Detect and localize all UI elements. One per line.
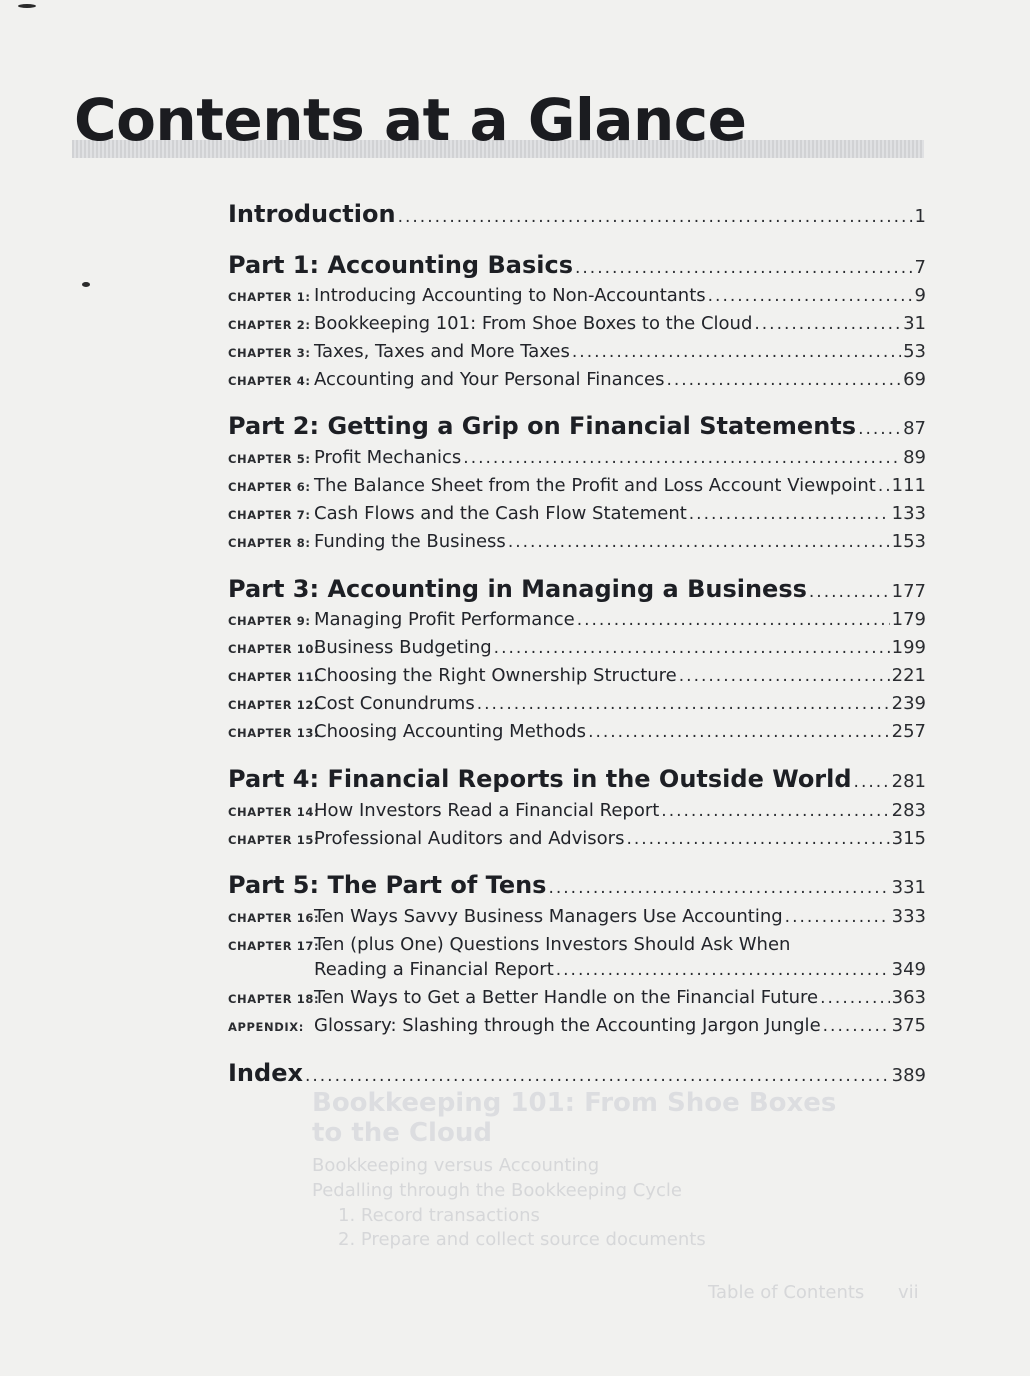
toc-chapter-entry [228,447,926,468]
chapter-label: CHAPTER 15: [228,833,320,847]
show-through-heading: Bookkeeping 101: From Shoe Boxes [312,1088,837,1118]
show-through-footer: Table of Contents [708,1282,865,1303]
page-number: 9 [914,285,926,306]
chapter-label: CHAPTER 11: [228,670,320,684]
page-number: 1 [914,206,926,227]
chapter-title: Business Budgeting [314,637,492,658]
page-number: 375 [891,1015,926,1036]
dot-leader [661,801,889,821]
part-title: Introduction [228,200,396,228]
chapter-label: CHAPTER 7: [228,508,311,522]
chapter-label: CHAPTER 4: [228,374,311,388]
dot-leader [666,370,901,390]
dot-leader [689,504,890,524]
dot-leader [878,476,890,496]
show-through-line: 1. Record transactions [338,1205,540,1226]
toc-chapter-continuation [228,959,926,980]
toc-chapter-entry [228,503,926,524]
chapter-title: Choosing Accounting Methods [314,721,587,742]
chapter-title: Choosing the Right Ownership Structure [314,665,677,686]
part-title: Index [228,1059,303,1087]
dot-leader [785,907,890,927]
chapter-title: Accounting and Your Personal Finances [314,369,665,390]
toc-chapter-entry [228,1015,926,1036]
chapter-title: Taxes, Taxes and More Taxes [314,341,570,362]
chapter-title: Professional Auditors and Advisors [314,828,625,849]
page-number: 331 [891,877,926,898]
chapter-label: CHAPTER 2: [228,318,311,332]
toc-chapter-entry [228,934,926,955]
toc-chapter-entry [228,665,926,686]
dot-leader [626,829,889,849]
dot-leader [575,258,913,278]
page-number: 389 [891,1065,926,1086]
dot-leader [494,638,890,658]
chapter-title: Funding the Business [314,531,506,552]
page-number: 31 [903,313,926,334]
part-title: Part 1: Accounting Basics [228,251,573,279]
part-title: Part 2: Getting a Grip on Financial Statements [228,412,857,440]
chapter-label: CHAPTER 9: [228,614,311,628]
toc-chapter-entry [228,369,926,390]
toc-chapter-entry [228,531,926,552]
toc-chapter-entry [228,475,926,496]
page-number: 53 [903,341,926,362]
chapter-title: Cash Flows and the Cash Flow Statement [314,503,687,524]
page-number: 333 [891,906,926,927]
dot-leader [854,772,890,792]
toc-chapter-entry [228,609,926,630]
chapter-title: How Investors Read a Financial Report [314,800,660,821]
page-number: 221 [891,665,926,686]
page-number: 179 [891,609,926,630]
chapter-label: CHAPTER 14: [228,805,320,819]
chapter-title: Ten Ways to Get a Better Handle on the Financial Future [314,987,819,1008]
chapter-label: CHAPTER 16: [228,911,320,925]
page-number: 69 [903,369,926,390]
chapter-title: The Balance Sheet from the Profit and Loss Account Viewpoint [314,475,876,496]
toc-chapter-entry [228,987,926,1008]
page-number: 111 [891,475,926,496]
toc-chapter-entry [228,693,926,714]
chapter-label: CHAPTER 12: [228,698,320,712]
toc-part-entry [228,251,926,279]
page-number: 177 [891,581,926,602]
toc-chapter-entry [228,285,926,306]
chapter-label: CHAPTER 8: [228,536,311,550]
page-number: 349 [891,959,926,980]
dot-leader [556,960,890,980]
dot-leader [588,722,890,742]
chapter-label: CHAPTER 1: [228,290,311,304]
dot-leader [508,532,890,552]
show-through-line: 2. Prepare and collect source documents [338,1229,706,1250]
chapter-title: Profit Mechanics [314,447,462,468]
page-number: 153 [891,531,926,552]
chapter-title: Introducing Accounting to Non-Accountants [314,285,706,306]
chapter-title-continuation: Reading a Financial Report [314,959,554,980]
chapter-label: CHAPTER 3: [228,346,311,360]
chapter-label: CHAPTER 18: [228,992,320,1006]
chapter-title: Managing Profit Performance [314,609,575,630]
page-number: 199 [891,637,926,658]
page-number: 89 [903,447,926,468]
dot-leader [548,878,889,898]
ink-mark [82,282,90,287]
toc-chapter-entry [228,637,926,658]
page-number: 283 [891,800,926,821]
page-number: 7 [914,257,926,278]
chapter-title: Ten (plus One) Questions Investors Should Ask When [314,934,791,955]
page-number: 87 [903,418,926,439]
toc-part-entry [228,871,926,899]
part-title: Part 3: Accounting in Managing a Business [228,575,807,603]
chapter-label: CHAPTER 13: [228,726,320,740]
chapter-label: APPENDIX: [228,1020,304,1034]
show-through-footer-page: vii [898,1282,919,1303]
toc-chapter-entry [228,341,926,362]
show-through-line: Pedalling through the Bookkeeping Cycle [312,1180,682,1201]
page-number: 363 [891,987,926,1008]
chapter-title: Cost Conundrums [314,693,475,714]
page-title: Contents at a Glance [74,86,747,154]
ink-mark [18,4,36,8]
dot-leader [858,419,901,439]
dot-leader [398,207,913,227]
dot-leader [305,1066,890,1086]
toc-part-entry [228,412,926,440]
chapter-title: Glossary: Slashing through the Accounting Jargon Jungle [314,1015,821,1036]
toc-part-entry [228,200,926,228]
chapter-title: Bookkeeping 101: From Shoe Boxes to the Cloud [314,313,753,334]
toc-chapter-entry [228,313,926,334]
dot-leader [463,448,901,468]
page-number: 315 [891,828,926,849]
chapter-label: CHAPTER 17: [228,939,320,953]
chapter-label: CHAPTER 6: [228,480,311,494]
show-through-heading-2: to the Cloud [312,1118,492,1148]
toc-chapter-entry [228,800,926,821]
dot-leader [823,1016,890,1036]
dot-leader [572,342,901,362]
part-title: Part 4: Financial Reports in the Outside World [228,765,852,793]
dot-leader [679,666,890,686]
toc-part-entry [228,765,926,793]
dot-leader [820,988,890,1008]
part-title: Part 5: The Part of Tens [228,871,547,899]
dot-leader [577,610,890,630]
toc-chapter-entry [228,906,926,927]
show-through-line: Bookkeeping versus Accounting [312,1155,600,1176]
page-number: 281 [891,771,926,792]
toc-part-entry [228,1059,926,1087]
dot-leader [708,286,913,306]
page-number: 257 [891,721,926,742]
dot-leader [754,314,901,334]
dot-leader [477,694,890,714]
toc-part-entry [228,575,926,603]
chapter-title: Ten Ways Savvy Business Managers Use Accounting [314,906,783,927]
dot-leader [809,582,890,602]
page-number: 239 [891,693,926,714]
toc-chapter-entry [228,828,926,849]
toc-chapter-entry [228,721,926,742]
chapter-label: CHAPTER 5: [228,452,311,466]
page-number: 133 [891,503,926,524]
chapter-label: CHAPTER 10: [228,642,320,656]
